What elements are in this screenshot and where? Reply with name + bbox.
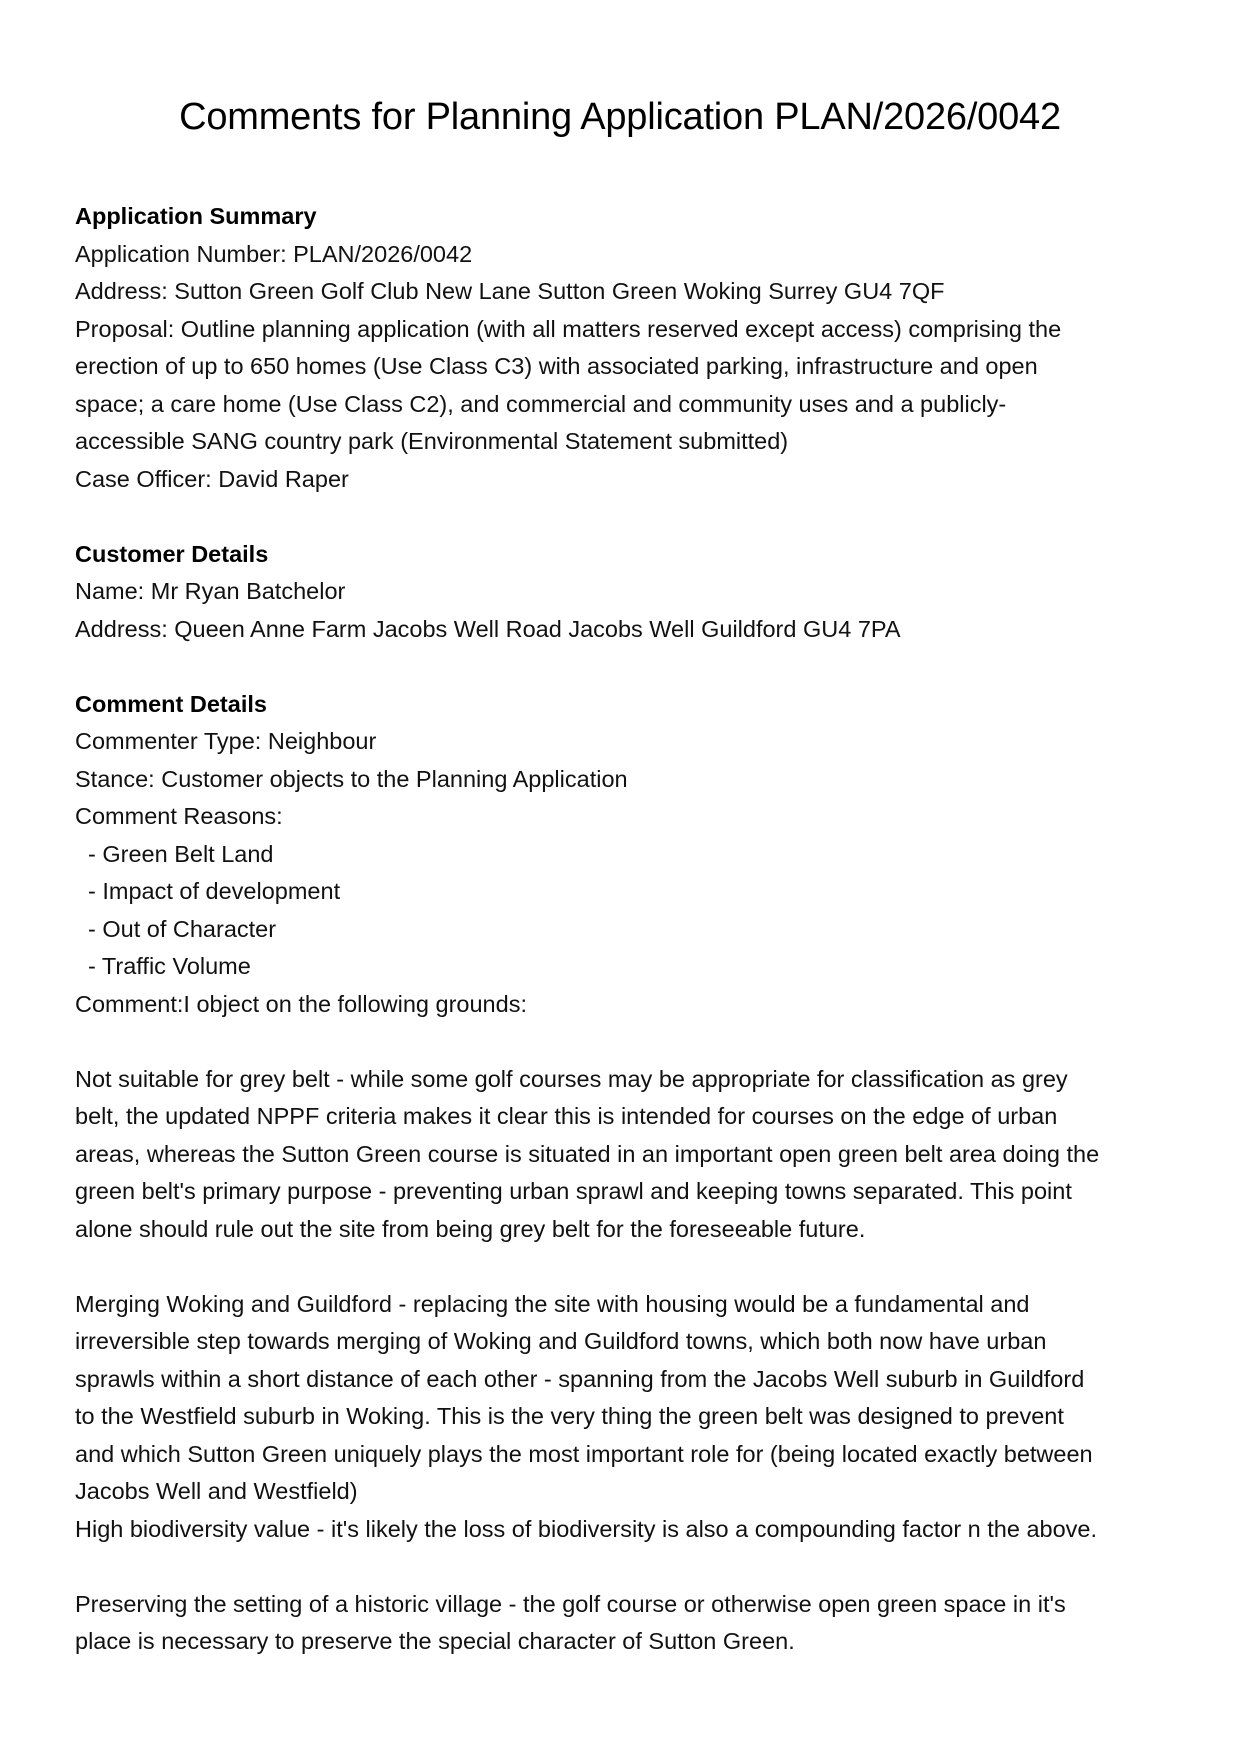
paragraph-spacer bbox=[75, 1548, 1175, 1586]
comment-line: Preserving the setting of a historic village - the golf course or otherwise open green space in it's bbox=[75, 1590, 1066, 1617]
comment-line: areas, whereas the Sutton Green course is situated in an important open green belt area doing the bbox=[75, 1140, 1100, 1167]
application-summary-section bbox=[75, 198, 1175, 498]
proposal-line: accessible SANG country park (Environmental Statement submitted) bbox=[75, 428, 789, 454]
comment-line: sprawls within a short distance of each other - spanning from the Jacobs Well suburb in Guildford bbox=[75, 1365, 1085, 1392]
stance: Stance: Customer objects to the Planning Application bbox=[75, 765, 628, 792]
customer-details-section bbox=[75, 536, 1175, 649]
case-officer: Case Officer: David Raper bbox=[75, 465, 349, 492]
customer-name: Name: Mr Ryan Batchelor bbox=[75, 578, 346, 604]
section-spacer bbox=[75, 498, 1175, 536]
commenter-type: Commenter Type: Neighbour bbox=[75, 728, 377, 754]
paragraph-spacer bbox=[75, 1023, 1175, 1061]
comment-line: irreversible step towards merging of Woking and Guildford towns, which both now have urban bbox=[75, 1328, 1047, 1354]
comment-line: green belt's primary purpose - preventing urban sprawl and keeping towns separated. This point bbox=[75, 1178, 1072, 1204]
comment-line: to the Westfield suburb in Woking. This is the very thing the green belt was designed to prevent bbox=[75, 1403, 1064, 1429]
paragraph-spacer bbox=[75, 1248, 1175, 1286]
comment-paragraph-grey-belt bbox=[75, 1061, 1175, 1249]
proposal-line: space; a care home (Use Class C2), and commercial and community uses and a publicly- bbox=[75, 390, 1007, 417]
comment-line: alone should rule out the site from being grey belt for the foreseeable future. bbox=[75, 1215, 866, 1242]
comment-paragraph-historic-village bbox=[75, 1586, 1175, 1661]
proposal-line: Proposal: Outline planning application (with all matters reserved except access) comprising the bbox=[75, 315, 1062, 342]
comment-line: Jacobs Well and Westfield) bbox=[75, 1478, 358, 1504]
comment-line: and which Sutton Green uniquely plays the most important role for (being located exactly between bbox=[75, 1440, 1093, 1467]
comment-reasons-label: Comment Reasons: bbox=[75, 803, 283, 829]
comment-reason-item: - Out of Character bbox=[88, 915, 277, 942]
comment-paragraph-merging bbox=[75, 1286, 1175, 1549]
comment-reason-item: - Traffic Volume bbox=[88, 953, 251, 979]
proposal-line: erection of up to 650 homes (Use Class C3) with associated parking, infrastructure and open bbox=[75, 353, 1038, 379]
page-title: Comments for Planning Application PLAN/2026/0042 bbox=[179, 96, 1061, 138]
comment-details-section bbox=[75, 686, 1175, 1661]
comment-intro: Comment:I object on the following grounds: bbox=[75, 990, 527, 1017]
customer-address: Address: Queen Anne Farm Jacobs Well Road Jacobs Well Guildford GU4 7PA bbox=[75, 615, 901, 642]
document-body bbox=[75, 198, 1175, 1661]
customer-details-heading: Customer Details bbox=[75, 540, 269, 567]
section-spacer bbox=[75, 648, 1175, 686]
application-address: Address: Sutton Green Golf Club New Lane Sutton Green Woking Surrey GU4 7QF bbox=[75, 278, 945, 304]
comment-line: Merging Woking and Guildford - replacing the site with housing would be a fundamental and bbox=[75, 1290, 1030, 1317]
application-summary-heading: Application Summary bbox=[75, 203, 317, 229]
comment-reason-item: - Green Belt Land bbox=[88, 840, 274, 867]
application-number: Application Number: PLAN/2026/0042 bbox=[75, 240, 473, 267]
comment-reason-item: - Impact of development bbox=[88, 878, 341, 904]
comment-line: belt, the updated NPPF criteria makes it clear this is intended for courses on the edge of urban bbox=[75, 1103, 1058, 1129]
comment-line: High biodiversity value - it's likely the loss of biodiversity is also a compounding factor n the above. bbox=[75, 1515, 1098, 1542]
comment-line: place is necessary to preserve the special character of Sutton Green. bbox=[75, 1628, 795, 1654]
comment-line: Not suitable for grey belt - while some golf courses may be appropriate for classification as grey bbox=[75, 1065, 1068, 1092]
comment-details-heading: Comment Details bbox=[75, 690, 267, 717]
